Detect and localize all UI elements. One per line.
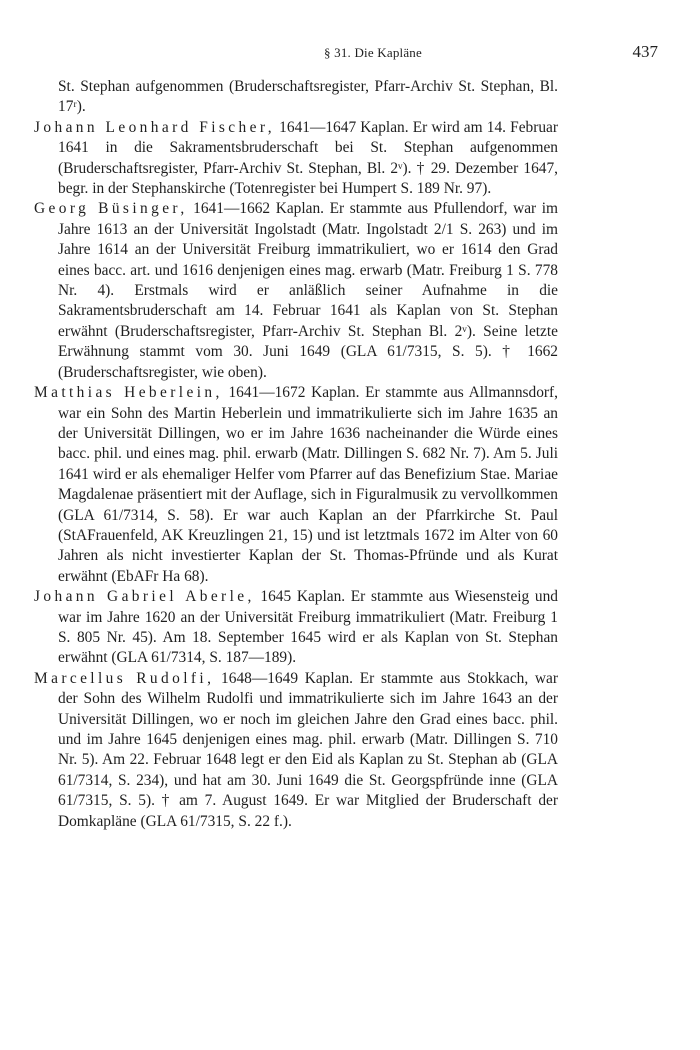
page-number: 437 (632, 42, 658, 61)
entry-heberlein (34, 383, 558, 587)
entry-text: 1641—1662 Kaplan. Er stammte aus Pfullendorf, war im Jahre 1613 an der Universität Ingolstadt (Matr. Ingolstadt 2/1 S. 263) und im Jahre 1614 an der Universität Freiburg immatrikuliert, wo er 1614 den Grad eines bacc. art. und 1616 denjenigen eines mag. erwarb (Matr. Freiburg 1 S. 778 Nr. 4). Erstmals wird er anläßlich seiner Aufnahme in die Sakramentsbruderschaft am 14. Februar 1641 als Kaplan von St. Stephan erwähnt (Bruderschaftsregister, Pfarr-Archiv St. Stephan Bl. 2ᵛ). Seine letzte Erwähnung stammt vom 30. Juni 1649 (GLA 61/7315, S. 5). † 1662 (Bruderschaftsregister, wie oben). (58, 200, 558, 381)
entry-name: Johann Gabriel Aberle, (34, 588, 255, 606)
entry-name: Marcellus Rudolfi, (34, 669, 215, 687)
entry-aberle (34, 587, 558, 669)
entry-text: 1641—1672 Kaplan. Er stammte aus Allmannsdorf, war ein Sohn des Martin Heberlein und immatrikulierte sich im Jahre 1635 an der Universität Dillingen, wo er im Jahre 1636 nacheinander die Würde eines bacc. phil. und eines mag. phil. erwarb (Matr. Dillingen S. 682 Nr. 7). Am 5. Juli 1641 wird er als ehemaliger Helfer vom Pfarrer auf das Benefizium Stae. Mariae Magdalenae präsentiert mit der Auflage, sich in Figuralmusik zu vervollkommen (GLA 61/7314, S. 58). Er war auch Kaplan an der Pfarrkirche St. Paul (StAFrauenfeld, AK Kreuzlingen 21, 15) und ist letztmals 1672 im Alter von 60 Jahren als nicht investierter Kaplan der St. Thomas-Pfründe und als Kurat erwähnt (EbAFr Ha 68). (58, 384, 558, 585)
continuation-paragraph: St. Stephan aufgenommen (Bruderschaftsregister, Pfarr-Archiv St. Stephan, Bl. 17ʳ). (58, 78, 558, 116)
running-header (88, 42, 658, 66)
entry-rudolfi (34, 669, 558, 832)
entry-text: 1645 Kaplan. Er stammte aus Wiesensteig und war im Jahre 1620 an der Universität Freiburg immatrikuliert (Matr. Freiburg 1 S. 805 Nr. 45). Am 18. September 1645 wird er als Kaplan von St. Stephan erwähnt (GLA 61/7314, S. 187—189). (58, 588, 558, 667)
entry-name: Matthias Heberlein, (34, 384, 223, 402)
entry-text: 1648—1649 Kaplan. Er stammte aus Stokkach, war der Sohn des Wilhelm Rudolfi und immatrikulierte sich im Jahre 1643 an der Universität Dillingen, wo er noch im gleichen Jahre den Grad eines bacc. phil. und im Jahre 1645 denjenigen eines mag. phil. erwarb (Matr. Dillingen S. 710 Nr. 5). Am 22. Februar 1648 legt er den Eid als Kaplan zu St. Stephan ab (GLA 61/7314, S. 234), und hat am 30. Juni 1649 die St. Georgspfründe inne (GLA 61/7315, S. 5). † am 7. August 1649. Er war Mitglied der Bruderschaft der Domkapläne (GLA 61/7315, S. 22 f.). (58, 669, 558, 830)
entry-buesinger (34, 199, 558, 383)
running-title: § 31. Die Kapläne (324, 45, 422, 60)
entry-text: 1641—1647 Kaplan. Er wird am 14. Februar 1641 in die Sakramentsbruderschaft bei St. Stephan aufgenommen (Bruderschaftsregister, Pfarr-Archiv St. Stephan, Bl. 2ᵛ). † 29. Dezember 1647, begr. in der Stephanskirche (Totenregister bei Humpert S. 189 Nr. 97). (58, 118, 559, 198)
body-text (34, 77, 558, 832)
entry-name: Johann Leonhard Fischer, (34, 118, 276, 136)
entry-name: Georg Büsinger, (34, 200, 188, 218)
entry-fischer (34, 118, 558, 200)
